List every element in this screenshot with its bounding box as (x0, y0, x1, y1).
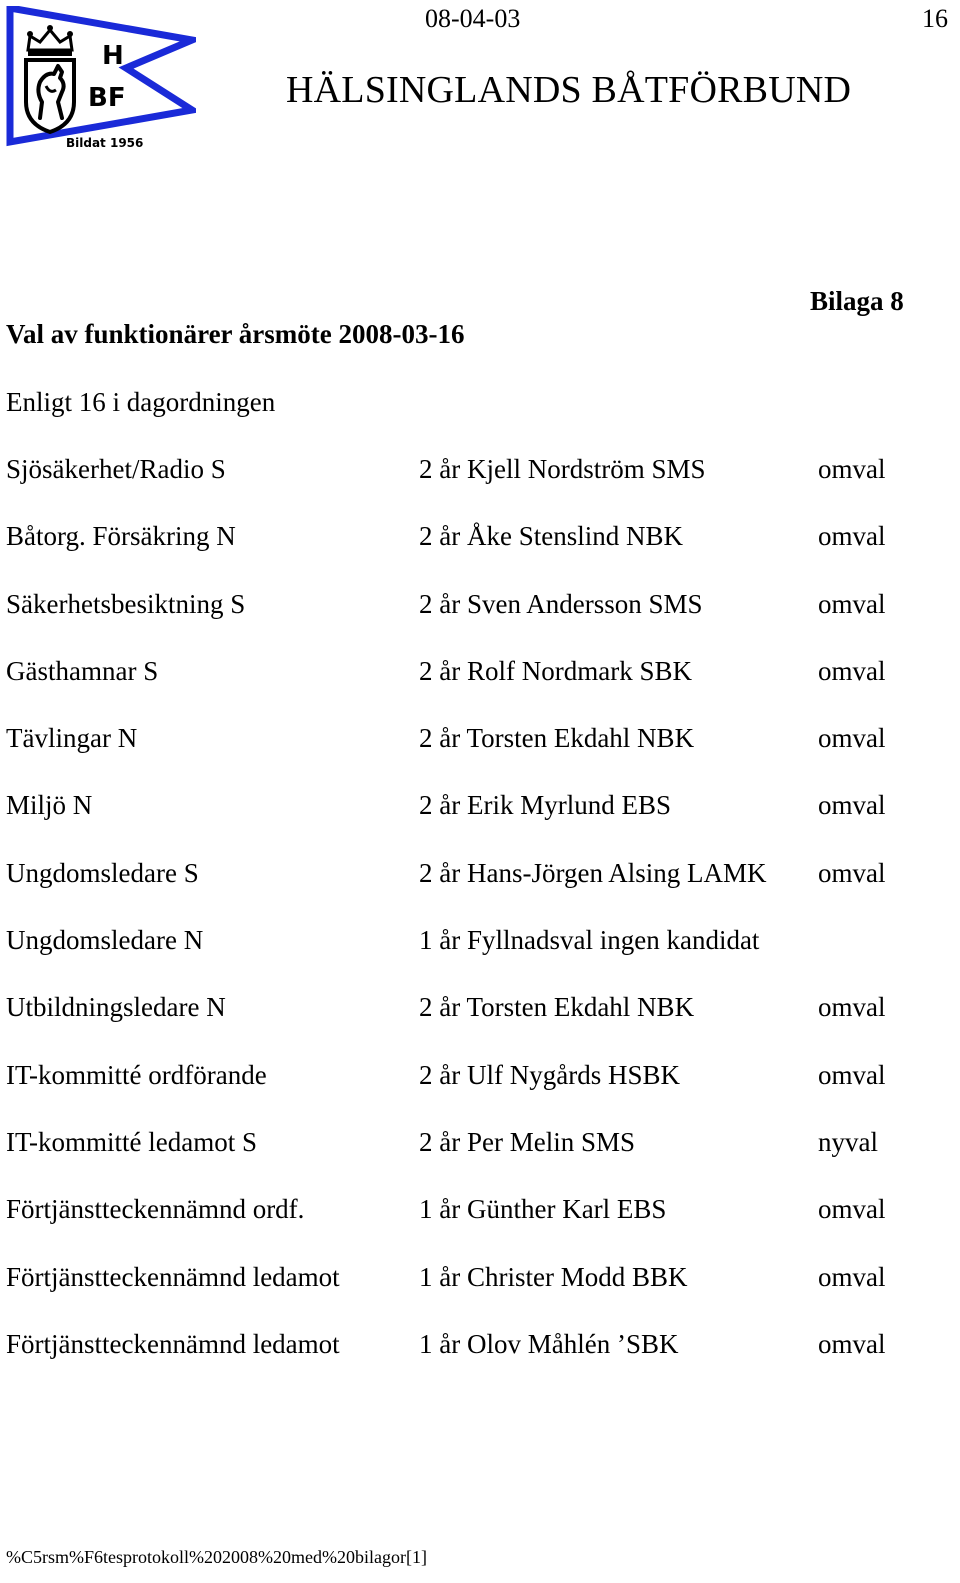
role: Ungdomsledare S (6, 857, 199, 888)
role: Tävlingar N (6, 723, 138, 754)
role: Säkerhetsbesiktning S (6, 588, 246, 619)
election-status: omval (818, 1328, 886, 1359)
role: Utbildningsledare N (6, 992, 226, 1023)
role: Förtjänstteckennämnd ledamot (6, 1328, 340, 1359)
goat-shield-icon (26, 60, 74, 132)
term-and-person: 2 år Åke Stenslind NBK (419, 521, 683, 552)
term-and-person: 2 år Kjell Nordström SMS (419, 454, 706, 484)
election-row (6, 992, 906, 1059)
logo-letters-top: H (102, 41, 124, 71)
term-and-person: 2 år Per Melin SMS (419, 1126, 635, 1157)
term-and-person: 2 år Hans-Jörgen Alsing LAMK (419, 857, 767, 888)
page-number: 16 (922, 4, 948, 33)
election-row (6, 723, 906, 790)
org-name: HÄLSINGLANDS BÅTFÖRBUND (286, 69, 852, 111)
logo-founded: Bildat 1956 (66, 136, 144, 150)
election-row (6, 1329, 906, 1396)
election-row (6, 521, 906, 588)
term-and-person: 2 år Sven Andersson SMS (419, 588, 703, 619)
header-date: 08-04-03 (425, 4, 521, 33)
election-status: omval (818, 992, 886, 1023)
term-and-person: 1 år Fyllnadsval ingen kandidat (419, 925, 760, 956)
election-status: omval (818, 655, 886, 686)
election-status: omval (818, 588, 886, 619)
election-row (6, 589, 906, 656)
election-row (6, 656, 906, 723)
election-row (6, 1194, 906, 1261)
hbf-logo (6, 6, 196, 156)
election-row (6, 790, 906, 857)
term-and-person: 2 år Torsten Ekdahl NBK (419, 723, 695, 754)
role: Miljö N (6, 790, 93, 821)
election-status: omval (818, 857, 886, 888)
election-row (6, 1127, 906, 1194)
role: Ungdomsledare N (6, 925, 204, 956)
term-and-person: 1 år Günther Karl EBS (419, 1194, 667, 1225)
term-and-person: 2 år Rolf Nordmark SBK (419, 655, 692, 686)
election-row (6, 454, 906, 521)
election-status: nyval (818, 1126, 878, 1157)
election-status: omval (818, 1261, 886, 1292)
election-status: omval (818, 1194, 886, 1225)
role: Sjösäkerhet/Radio S (6, 454, 226, 484)
term-and-person: 1 år Christer Modd BBK (419, 1261, 688, 1292)
role: Förtjänstteckennämnd ordf. (6, 1194, 305, 1225)
election-status: omval (818, 1059, 886, 1090)
election-status: omval (818, 521, 886, 552)
term-and-person: 2 år Torsten Ekdahl NBK (419, 992, 695, 1023)
document-title: Val av funktionärer årsmöte 2008-03-16 (6, 319, 465, 349)
role: Förtjänstteckennämnd ledamot (6, 1261, 340, 1292)
election-row (6, 1262, 906, 1329)
election-row (6, 858, 906, 925)
term-and-person: 2 år Ulf Nygårds HSBK (419, 1059, 680, 1090)
footer-file-path: %C5rsm%F6tesprotokoll%202008%20med%20bilagor[1] (6, 1547, 427, 1567)
role: Gästhamnar S (6, 655, 159, 686)
attachment-label: Bilaga 8 (810, 286, 904, 316)
election-row (6, 1060, 906, 1127)
election-status: omval (818, 790, 886, 821)
election-status: omval (818, 454, 886, 484)
election-row (6, 925, 906, 992)
logo-letters-bottom: BF (88, 83, 126, 113)
role: IT-kommitté ledamot S (6, 1126, 257, 1157)
term-and-person: 1 år Olov Måhlén ’SBK (419, 1328, 679, 1359)
term-and-person: 2 år Erik Myrlund EBS (419, 790, 671, 821)
role: Båtorg. Försäkring N (6, 521, 236, 552)
election-list (6, 454, 906, 1396)
election-status: omval (818, 723, 886, 754)
role: IT-kommitté ordförande (6, 1059, 267, 1090)
document-intro: Enligt 16 i dagordningen (6, 387, 276, 417)
